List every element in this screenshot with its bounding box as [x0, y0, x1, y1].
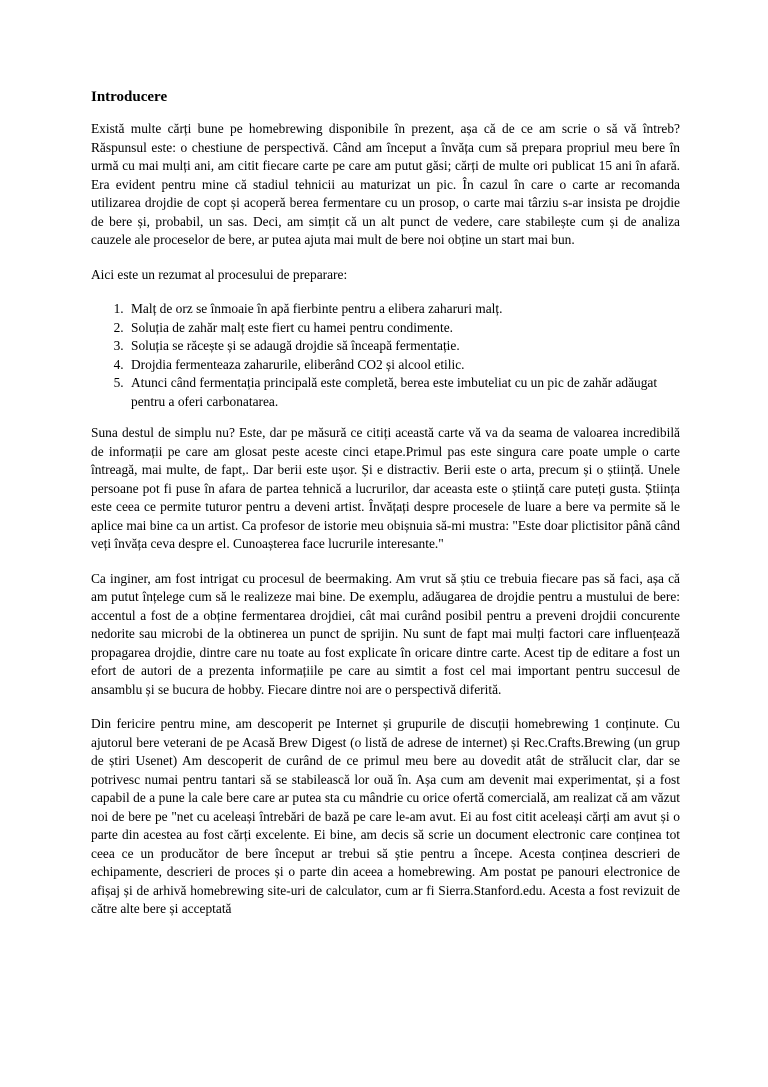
list-item: 2. Soluția de zahăr malț este fiert cu hamei pentru condimente.: [127, 319, 680, 338]
list-item: 5. Atunci când fermentația principală este completă, berea este imbuteliat cu un pic de zahăr adăugat pentru a oferi carbonatarea.: [127, 374, 680, 411]
paragraph-simple: Suna destul de simplu nu? Este, dar pe măsură ce citiți această carte vă va da seama de valoarea incredibilă de informații pe care am glosat peste aceste cinci etape.Primul pas este singura care poate umple o carte întreagă, mai multe, de fapt,. Dar berii este ușor. Și e distractiv. Berii este o arta, precum și o știință. Unele persoane pot fi puse în afara de partea tehnică a lucrurilor, dar aceasta este o știință care puteți gusta. Știința este ceea ce permite tuturor pentru a deveni artist. Învățați despre procesele de luare a bere va permite să le aplice mai bine ca un artist. Ca profesor de istorie meu obișnuia să-mi mustra: "Este doar plictisitor până când veți învăța ceva despre el. Cunoașterea face lucrurile interesante.": [91, 425, 680, 551]
paragraph-intro: Există multe cărți bune pe homebrewing disponibile în prezent, așa că de ce am scrie o să vă întreb? Răspunsul este: o chestiune de perspectivă. Când am început a învăța cum să prepara propriul meu bere în urmă cu mai mulți ani, am citit fiecare carte pe care am putut găsi; cărți de multe ori publicat 15 ani în afară. Era evident pentru mine că stadiul tehnicii au maturizat un pic. În cazul în care o carte ar recomanda utilizarea drojdie de copt și acoperă berea fermentare cu un prosop, o carte mai târziu s-ar insista pe drojdie de bere și, probabil, un sas. Deci, am simțit că un alt punct de vedere, care stabilește cum și de analiza cauzele ale proceselor de bere, ar putea ajuta mai mult de bere noi obține un start mai bun.: [91, 121, 680, 247]
paragraph-summary-lead: Aici este un rezumat al procesului de preparare:: [91, 266, 348, 282]
process-steps-list: [91, 300, 680, 411]
list-item: 1. Malț de orz se înmoaie în apă fierbinte pentru a elibera zaharuri malț.: [127, 300, 680, 319]
paragraph-internet: Din fericire pentru mine, am descoperit pe Internet și grupurile de discuții homebrewing 1 conținute. Cu ajutorul bere veterani de pe Acasă Brew Digest (o listă de adrese de internet) și Rec.Crafts.Brewing (un grup de știri Usenet) Am descoperit de curând de ce primul meu bere au dovedit atât de strălucit clar, dar se potrivesc numai pentru tantari să se stabilească lor ouă în. Așa cum am devenit mai experimentat, și a fost capabil de a pune la cale bere care ar putea sta cu mândrie cu orice ofertă comercială, am realizat că am văzut noi de bere pe "net cu aceleași întrebări de bază pe care le-am avut. Ei au fost citit aceleași cărți am avut și o parte din acestea au fost cărți excelente. Ei bine, am decis să scrie un document electronic care conținea tot ceea ce un producător de bere început ar trebui să știe pentru a începe. Acesta conținea descrieri de echipamente, descrieri de proces și o parte din aceea a homebrewing. Am postat pe panouri electronice de afișaj și de arhivă homebrewing site-uri de calculator, cum ar fi Sierra.Stanford.edu. Acesta a fost revizuit de către alte bere și acceptată: [91, 716, 680, 916]
paragraph-engineer: Ca inginer, am fost intrigat cu procesul de beermaking. Am vrut să știu ce trebuia fiecare pas să faci, așa că am putut înțelege cum să le realizeze mai bine. De exemplu, adăugarea de drojdie pentru a mustului de bere: accentul a fost de a obține fermentarea drojdiei, cât mai curând posibil pentru a preveni drojdii concurente nedorite sau microbi de la obtinerea un punct de sprijin. Nu sunt de fapt mai mulți factori care influențează propagarea drojdie, dintre care nu toate au fost explicate în oricare dintre carte. Acest tip de editare a fost un efort de autori de a prezenta informațiile pe care au simtit a fost cel mai important pentru succesul de ansamblu și se bucura de hobby. Fiecare dintre noi are o perspectivă diferită.: [91, 570, 680, 697]
list-item: 4. Drojdia fermenteaza zaharurile, eliberând CO2 și alcool etilic.: [127, 356, 680, 375]
list-item: 3. Soluția se răcește și se adaugă drojdie să înceapă fermentație.: [127, 337, 680, 356]
page-title: Introducere: [91, 89, 168, 105]
